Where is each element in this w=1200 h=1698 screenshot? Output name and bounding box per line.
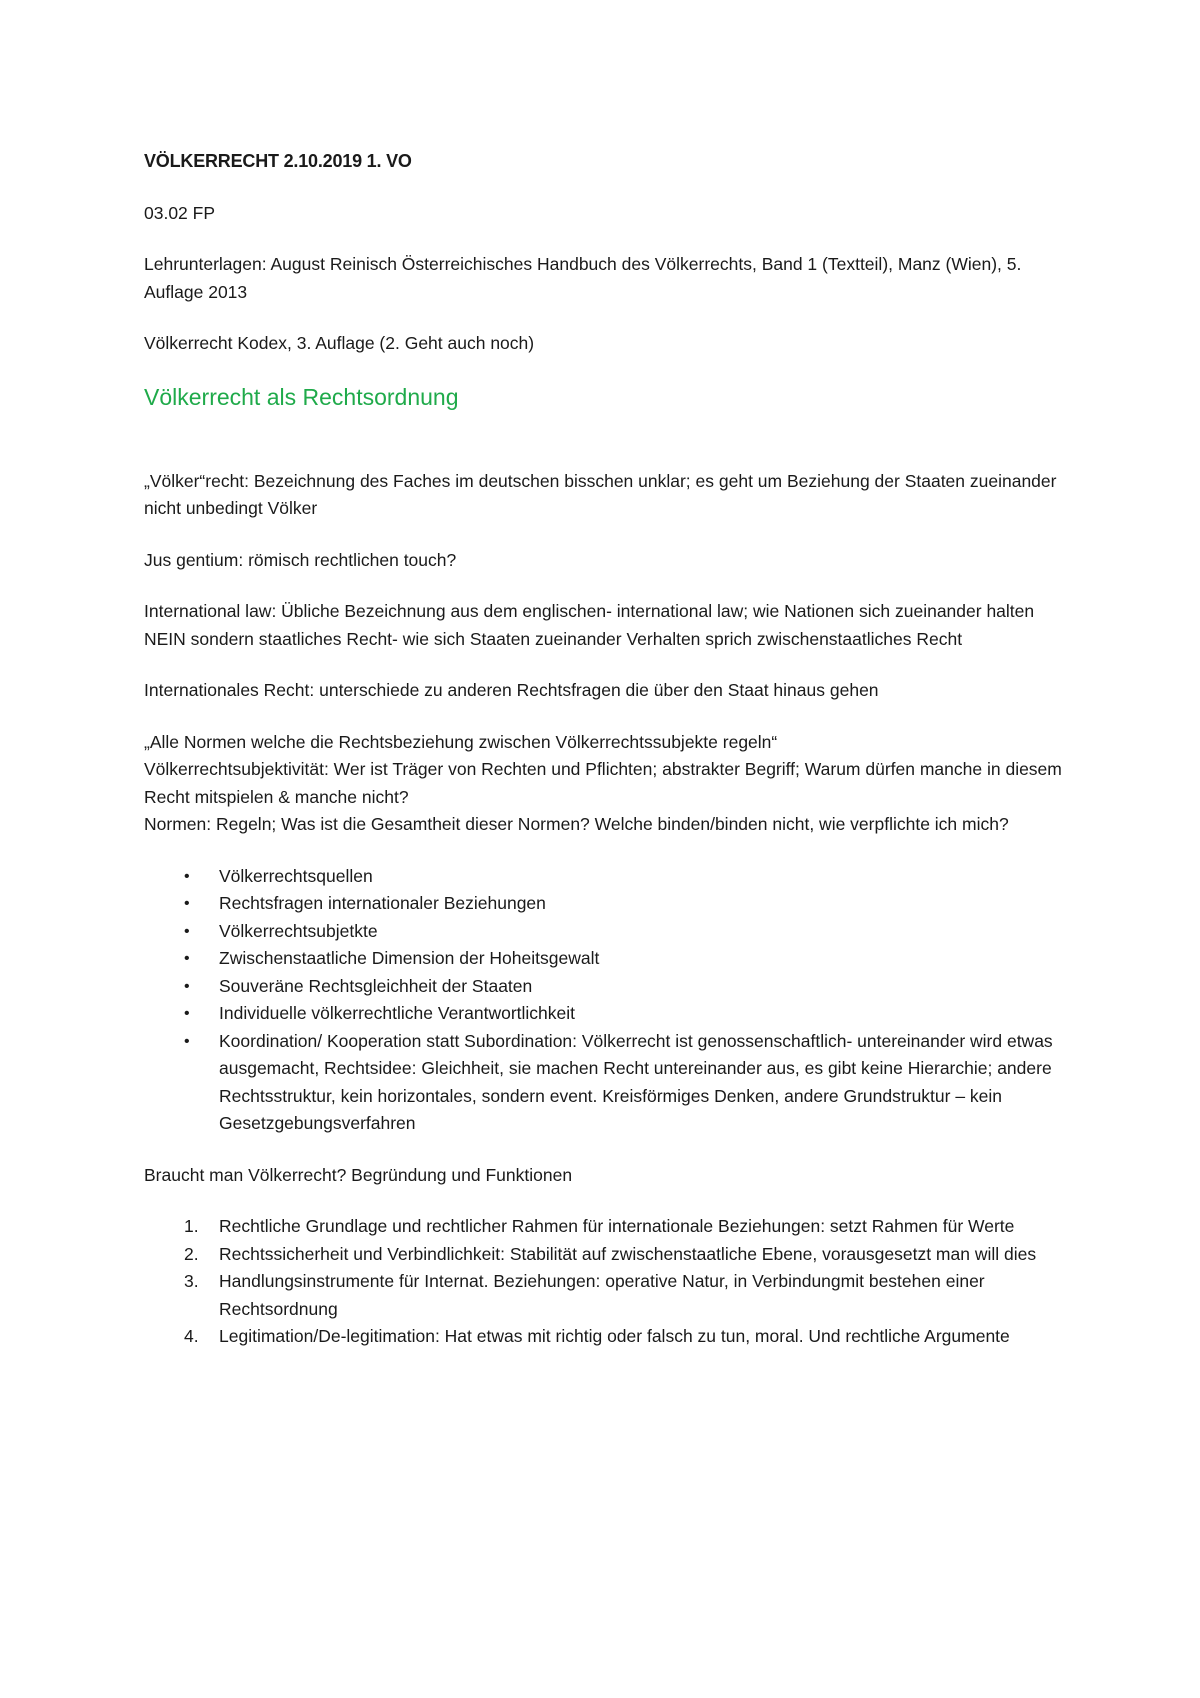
document-body — [144, 148, 1062, 1351]
list-item-text: Koordination/ Kooperation statt Subordination: Völkerrecht ist genossenschaftlich- untereinander wird etwas ausgemacht, Rechtsidee: Gleichheit, sie machen Recht untereinander aus, es gibt keine Hierarchie; andere Rechtsstruktur, kein horizontales, sondern event. Kreisförmiges Denken, andere Grundstruktur – kein Gesetzgebungsverfahren — [219, 1030, 1053, 1133]
list-item — [144, 890, 1062, 918]
numbered-list — [144, 1213, 1062, 1351]
numbered-item — [144, 1268, 1062, 1323]
numbered-item — [144, 1323, 1062, 1351]
functions-intro: Braucht man Völkerrecht? Begründung und Funktionen — [144, 1164, 573, 1185]
definition-norms: Normen: Regeln; Was ist die Gesamtheit dieser Normen? Welche binden/binden nicht, wie verpflichte ich mich? — [144, 814, 1009, 834]
materials-line-2: Völkerrecht Kodex, 3. Auflage (2. Geht auch noch) — [144, 333, 535, 353]
list-item-text: Zwischenstaatliche Dimension der Hoheitsgewalt — [219, 948, 600, 968]
list-item-text: Völkerrechtsquellen — [219, 865, 373, 886]
list-item — [144, 973, 1062, 1001]
list-item — [144, 918, 1062, 946]
list-item — [144, 1000, 1062, 1028]
paragraph: International law: Übliche Bezeichnung aus dem englischen- international law; wie Nationen sich zueinander halten NEIN sondern staatliches Recht- wie sich Staaten zueinander Verhalten sprich zwischenstaatliches Recht — [144, 601, 1035, 649]
paragraph: Internationales Recht: unterschiede zu anderen Rechtsfragen die über den Staat hinaus gehen — [144, 680, 879, 700]
paragraph: Jus gentium: römisch rechtlichen touch? — [144, 549, 457, 570]
item-number: 2. — [184, 1243, 199, 1264]
definition-subjectivity: Völkerrechtsubjektivität: Wer ist Träger von Rechten und Pflichten; abstrakter Begriff; Warum dürfen manche in diesem Recht mitspielen & manche nicht? — [144, 759, 1062, 807]
numbered-item — [144, 1241, 1062, 1269]
list-item-text: Rechtsfragen internationaler Beziehungen — [219, 893, 546, 913]
bullet-icon: • — [184, 1005, 190, 1022]
bullet-icon: • — [184, 895, 190, 912]
bullet-icon: • — [184, 950, 190, 967]
bullet-icon: • — [184, 867, 190, 885]
list-item — [144, 1028, 1062, 1138]
item-number: 4. — [184, 1326, 199, 1346]
bullet-list — [144, 863, 1062, 1138]
definition-quote: „Alle Normen welche die Rechtsbeziehung zwischen Völkerrechtssubjekte regeln“ — [144, 731, 778, 752]
definition-block — [144, 729, 1062, 839]
list-item-text: Völkerrechtsubjetkte — [219, 920, 378, 941]
document-title: VÖLKERRECHT 2.10.2019 1. VO — [144, 151, 412, 171]
section-heading: Völkerrecht als Rechtsordnung — [144, 383, 459, 410]
numbered-item — [144, 1213, 1062, 1241]
bullet-icon: • — [184, 977, 190, 995]
materials-line-1: Lehrunterlagen: August Reinisch Österreichisches Handbuch des Völkerrechts, Band 1 (Textteil), Manz (Wien), 5. Auflage 2013 — [144, 254, 1022, 302]
numbered-item-text: Rechtliche Grundlage und rechtlicher Rahmen für internationale Beziehungen: setzt Rahmen für Werte — [219, 1216, 1015, 1236]
numbered-item-text: Rechtssicherheit und Verbindlichkeit: Stabilität auf zwischenstaatliche Ebene, vorausgesetzt man will dies — [219, 1243, 1037, 1264]
numbered-item-text: Legitimation/De-legitimation: Hat etwas mit richtig oder falsch zu tun, moral. Und rechtliche Argumente — [219, 1326, 1010, 1346]
list-item — [144, 945, 1062, 973]
list-item-text: Souveräne Rechtsgleichheit der Staaten — [219, 975, 533, 996]
list-item — [144, 863, 1062, 891]
paragraph: „Völker“recht: Bezeichnung des Faches im deutschen bisschen unklar; es geht um Beziehung der Staaten zueinander nicht unbedingt Völker — [144, 470, 1057, 518]
bullet-icon: • — [184, 1032, 190, 1050]
list-item-text: Individuelle völkerrechtliche Verantwortlichkeit — [219, 1003, 576, 1023]
room-line: 03.02 FP — [144, 202, 216, 223]
item-number: 3. — [184, 1271, 199, 1291]
item-number: 1. — [184, 1216, 199, 1236]
bullet-icon: • — [184, 922, 190, 940]
numbered-item-text: Handlungsinstrumente für Internat. Beziehungen: operative Natur, in Verbindungmit bestehen einer Rechtsordnung — [219, 1271, 985, 1319]
